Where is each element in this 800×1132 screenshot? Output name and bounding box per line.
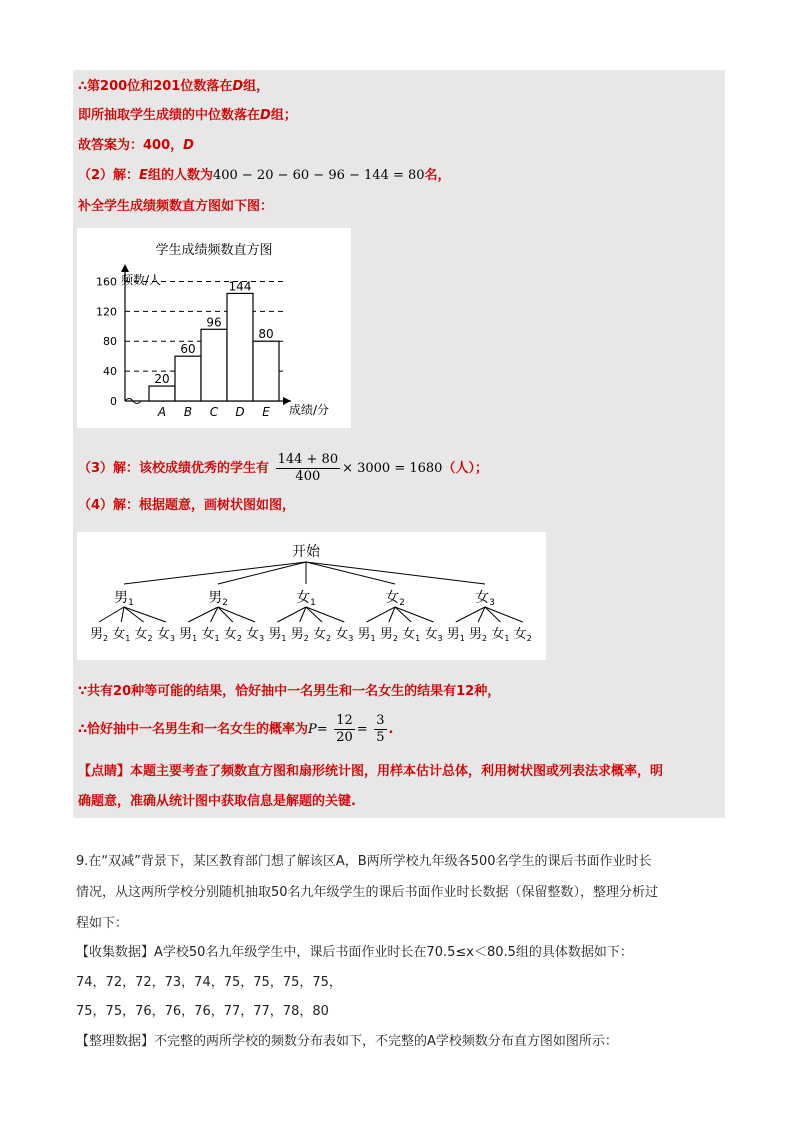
fraction-12-20: $\frac{12}{20}$ [336, 713, 353, 745]
branch-3-0 [367, 607, 395, 622]
tree-node-1: 男$_2$ [208, 590, 228, 608]
question-line-1: 9.在“双减”背景下，某区教育部门想了解该区A，B两所学校九年级各500名学生的课后书面作业时长 [76, 854, 652, 869]
tree-figure [77, 532, 546, 660]
tree-node-0: 男$_1$ [114, 590, 134, 608]
y-axis-label: 频数/人 [121, 273, 162, 287]
branch-3-3 [395, 607, 434, 622]
branch-root-1 [218, 562, 306, 584]
branch-root-3 [306, 562, 395, 584]
y-tick-label-0: 0 [110, 395, 117, 408]
tree-leaf-4-1: 男$_2$ [469, 627, 488, 643]
question-line-3: 程如下： [76, 916, 129, 931]
solution-part2-b: 补全学生成绩频数直方图如下图： [78, 199, 274, 214]
histogram-chart [77, 228, 351, 428]
tree-leaf-2-1: 男$_2$ [290, 627, 309, 643]
tree-leaf-3-1: 男$_2$ [379, 627, 398, 643]
branch-4-2 [485, 607, 500, 622]
y-tick-label-80: 80 [103, 335, 117, 349]
solution-part4: （4）解：根据题意，画树状图如图， [78, 498, 296, 513]
tree-leaf-2-3: 女$_3$ [335, 627, 354, 643]
tree-leaf-1-0: 男$_1$ [179, 627, 198, 643]
y-tick-label-120: 120 [96, 305, 117, 319]
branch-1-0 [188, 607, 218, 622]
branch-0-3 [124, 607, 166, 622]
tree-node-4: 女$_3$ [475, 590, 495, 608]
bar-label-D: 144 [228, 279, 252, 294]
y-axis-arrow [121, 264, 129, 272]
tree-leaf-2-2: 女$_2$ [312, 627, 332, 643]
x-tick-label-D: D [235, 405, 245, 419]
question-line-6: 75，75，76，76，76，77，77，78，80 [76, 1004, 329, 1019]
tree-leaf-3-0: 男$_1$ [357, 627, 376, 643]
tree-leaf-3-3: 女$_3$ [424, 627, 443, 643]
x-tick-label-B: B [183, 405, 193, 419]
tree-leaf-4-0: 男$_1$ [446, 627, 465, 643]
solution-count: ∵共有20种等可能的结果，恰好抽中一名男生和一名女生的结果有12种， [78, 684, 501, 699]
branch-1-3 [218, 607, 255, 622]
fraction-3-5: $\frac{3}{5}$ [376, 713, 385, 745]
bar-D [227, 293, 253, 401]
branch-root-4 [306, 562, 485, 584]
tree-leaf-4-2: 女$_1$ [491, 627, 510, 643]
tree-leaf-0-0: 男$_2$ [89, 627, 109, 643]
x-axis-label: 成绩/分 [289, 403, 330, 417]
tree-leaf-0-3: 女$_3$ [156, 627, 175, 643]
branch-0-1 [121, 607, 124, 622]
tree-node-2: 女$_1$ [296, 590, 316, 608]
bar-label-B: 60 [180, 342, 196, 357]
x-tick-label-A: A [157, 405, 167, 419]
tree-leaf-2-0: 男$_1$ [268, 627, 287, 643]
bar-C [201, 329, 227, 401]
y-tick-label-160: 160 [96, 275, 117, 289]
solution-part2: （2）解：E组的人数为400 − 20 − 60 − 96 − 144 = 80名， [78, 168, 451, 183]
branch-4-3 [485, 607, 523, 622]
y-tick-label-40: 40 [103, 365, 117, 379]
question-line-2: 情况，从这两所学校分别随机抽取50名九年级学生的课后书面作业时长数据（保留整数），整理分析过 [76, 885, 659, 900]
solution-line-3: 故答案为：400，D [78, 138, 194, 153]
bar-label-A: 20 [154, 372, 170, 387]
bar-B [175, 356, 201, 401]
branch-2-0 [277, 607, 306, 622]
question-line-5: 74，72，72，73，74，75，75，75，75， [76, 975, 342, 990]
x-tick-label-C: C [209, 405, 219, 419]
branch-3-2 [395, 607, 411, 622]
fraction-excellent: $\frac{144 + 80}{400}$ [277, 452, 339, 484]
branch-2-2 [306, 607, 322, 622]
solution-line-1: ∴第200位和201位数落在D组， [78, 79, 270, 94]
branch-2-3 [306, 607, 344, 622]
tree-leaf-3-2: 女$_1$ [402, 627, 421, 643]
branch-4-0 [456, 607, 485, 622]
tree-node-3: 女$_2$ [385, 590, 405, 608]
comment-line-2: 确题意，准确从统计图中获取信息是解题的关键. [78, 794, 356, 809]
tree-leaf-0-2: 女$_2$ [134, 627, 153, 643]
tree-leaf-0-1: 女$_1$ [112, 627, 131, 643]
tree-root: 开始 [292, 544, 320, 560]
bar-label-C: 96 [206, 315, 222, 330]
tree-leaf-1-3: 女$_3$ [246, 627, 265, 643]
histogram-figure [77, 228, 351, 428]
bar-label-E: 80 [258, 327, 274, 342]
question-line-7: 【整理数据】不完整的两所学校的频数分布表如下，不完整的A学校频数分布直方图如图所示： [76, 1034, 618, 1049]
chart-title: 学生成绩频数直方图 [155, 243, 273, 258]
tree-leaf-1-1: 女$_1$ [201, 627, 220, 643]
bar-A [149, 386, 175, 401]
bar-E [253, 341, 279, 401]
comment-line-1: 【点睛】本题主要考查了频数直方图和扇形统计图，用样本估计总体，利用树状图或列表法求概率，明 [78, 764, 664, 779]
branch-1-2 [218, 607, 233, 622]
tree-leaf-4-3: 女$_2$ [513, 627, 532, 643]
branch-root-0 [124, 562, 306, 584]
branch-0-2 [124, 607, 144, 622]
tree-diagram [77, 532, 546, 660]
solution-part3: （3）解：该校成绩优秀的学生有 $\frac{144 + 80}{400}$ × 3000 = 1680（人）； [78, 452, 488, 484]
question-line-4: 【收集数据】A学校50名九年级学生中，课后书面作业时长在70.5≤x＜80.5组的具体数据如下： [76, 945, 633, 960]
solution-line-2: 即所抽取学生成绩的中位数落在D组； [78, 108, 297, 123]
x-tick-label-E: E [262, 405, 270, 419]
solution-prob: ∴恰好抽中一名男生和一名女生的概率为P= $\frac{12}{20}$ = $\frac{3}{5}$ . [78, 713, 394, 745]
branch-0-0 [99, 607, 124, 622]
tree-leaf-1-2: 女$_2$ [223, 627, 242, 643]
